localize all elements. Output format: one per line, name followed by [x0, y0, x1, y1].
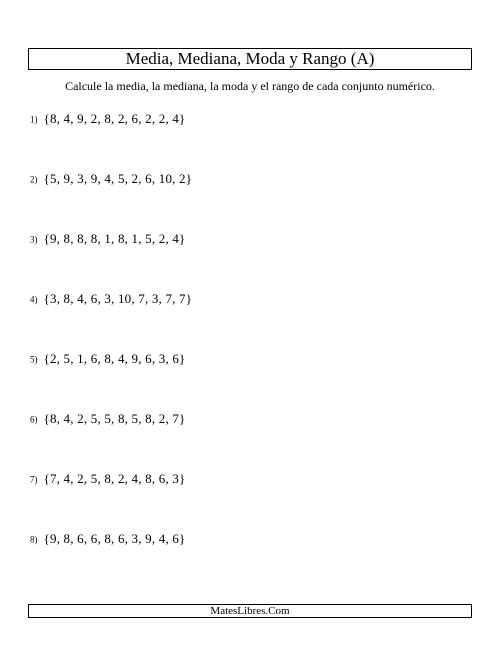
problem-item [30, 110, 185, 128]
number-set: {8, 4, 2, 5, 5, 8, 5, 8, 2, 7} [43, 411, 186, 427]
problem-item [30, 530, 185, 548]
problem-item [30, 350, 185, 368]
problem-number: 5) [30, 354, 38, 365]
number-set: {8, 4, 9, 2, 8, 2, 6, 2, 2, 4} [43, 111, 186, 127]
problem-number: 4) [30, 294, 38, 305]
number-set: {2, 5, 1, 6, 8, 4, 9, 6, 3, 6} [43, 351, 186, 367]
problem-number: 2) [30, 174, 38, 185]
number-set: {5, 9, 3, 9, 4, 5, 2, 6, 10, 2} [43, 171, 193, 187]
problem-number: 6) [30, 414, 38, 425]
footer-site-name: MatesLibres.Com [28, 604, 472, 618]
worksheet-title: Media, Mediana, Moda y Rango (A) [28, 48, 472, 70]
problem-item [30, 410, 185, 428]
problem-item [30, 290, 192, 308]
problem-item [30, 170, 192, 188]
problem-number: 8) [30, 534, 38, 545]
problem-number: 7) [30, 474, 38, 485]
number-set: {3, 8, 4, 6, 3, 10, 7, 3, 7, 7} [43, 291, 193, 307]
number-set: {9, 8, 8, 8, 1, 8, 1, 5, 2, 4} [43, 231, 186, 247]
instructions-text: Calcule la media, la mediana, la moda y el rango de cada conjunto numérico. [65, 79, 435, 93]
problem-number: 1) [30, 114, 38, 125]
number-set: {9, 8, 6, 6, 8, 6, 3, 9, 4, 6} [43, 531, 186, 547]
problem-item [30, 230, 185, 248]
number-set: {7, 4, 2, 5, 8, 2, 4, 8, 6, 3} [43, 471, 186, 487]
problem-number: 3) [30, 234, 38, 245]
problem-item [30, 470, 185, 488]
